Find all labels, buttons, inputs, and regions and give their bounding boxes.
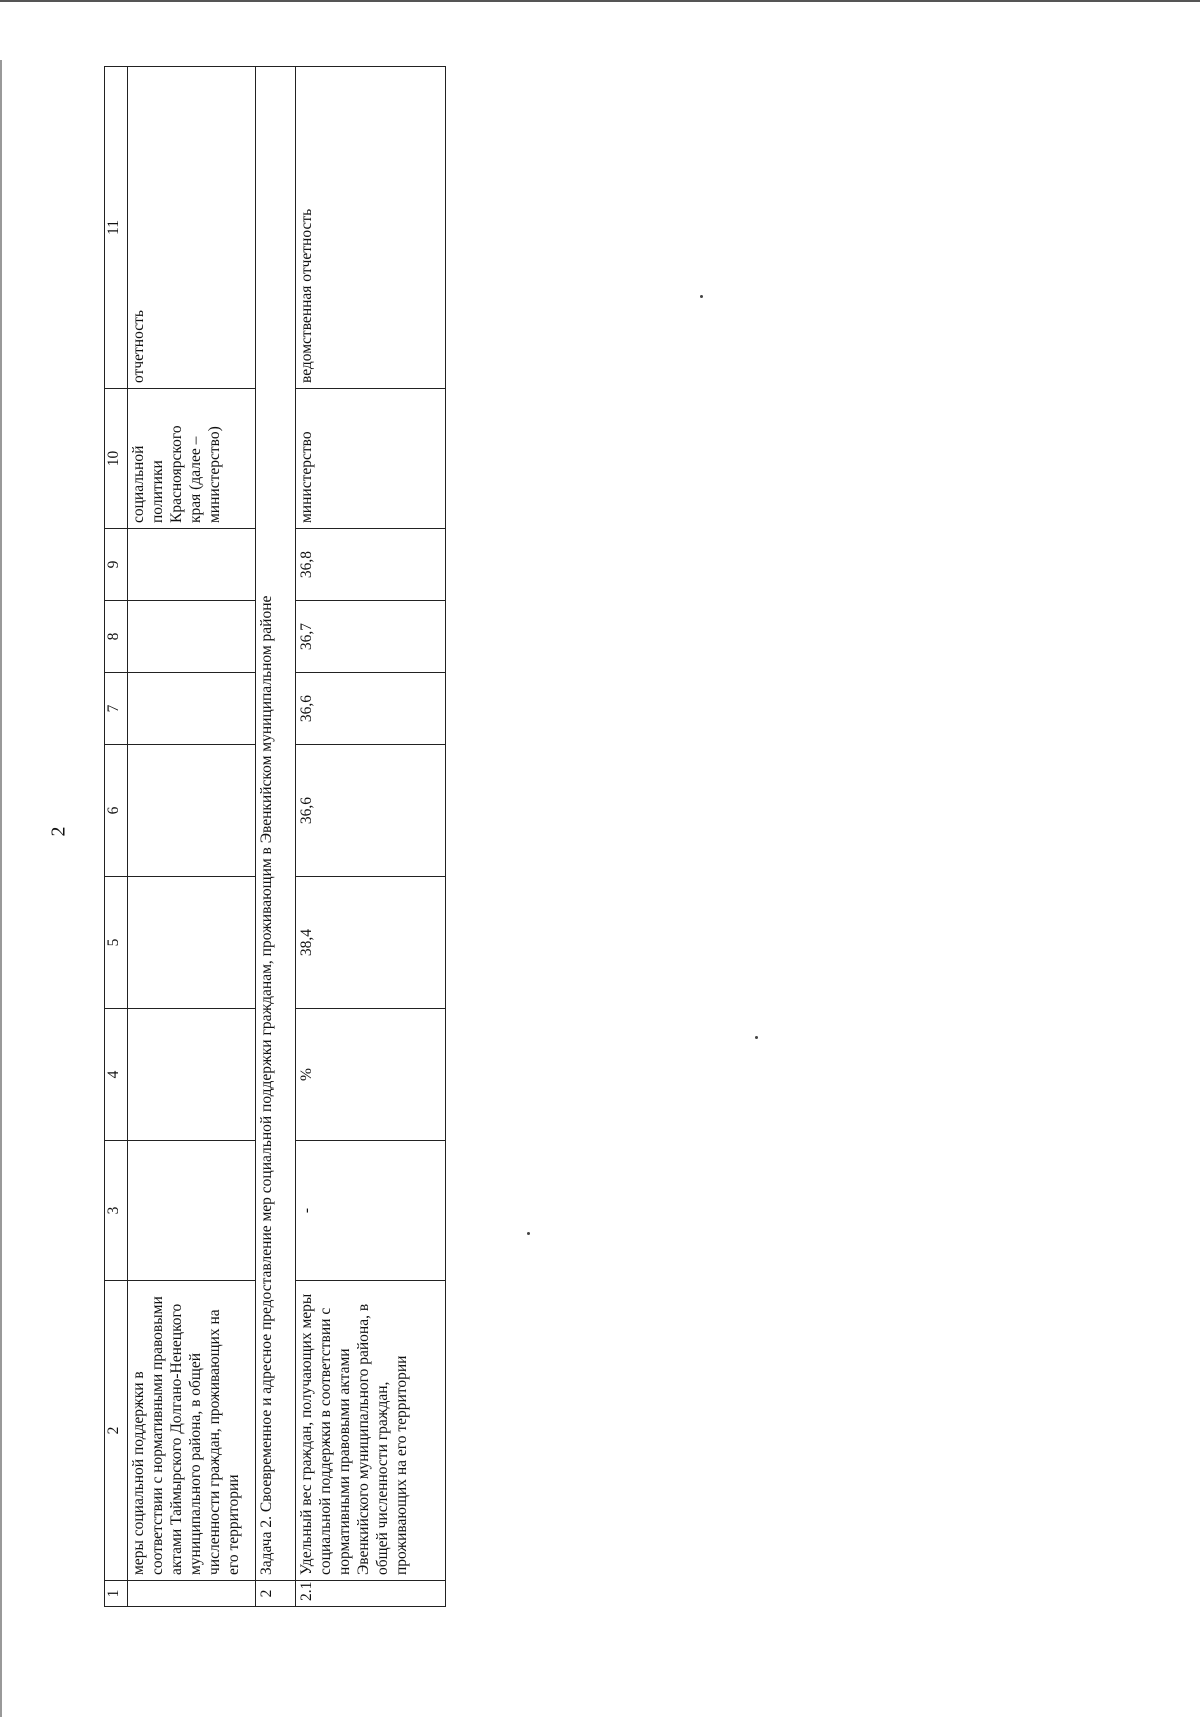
header-cell-6: 6 — [105, 745, 128, 877]
row-a-indicator-text: меры социальной поддержки в соответствии с нормативными правовыми актами Таймырского Долгано-Ненецкого муниципального района, в общей численности граждан, проживающих на его территории — [128, 1281, 256, 1581]
header-cell-3: 3 — [105, 1141, 128, 1281]
page-number: 2 — [47, 826, 70, 837]
row-2-1-value-7: 36,6 — [296, 673, 446, 745]
header-cell-1: 1 — [105, 1581, 128, 1607]
header-cell-4: 4 — [105, 1009, 128, 1141]
row-a-col-7 — [128, 673, 256, 745]
header-cell-8: 8 — [105, 601, 128, 673]
row-a-col-3 — [128, 1141, 256, 1281]
row-a-col-1 — [128, 1581, 256, 1607]
row-2-1-responsible: министерство — [296, 389, 446, 529]
header-row — [105, 67, 128, 1607]
header-cell-2: 2 — [105, 1281, 128, 1581]
row-a-col-6 — [128, 745, 256, 877]
row-2-1-value-6: 36,6 — [296, 745, 446, 877]
header-cell-10: 10 — [105, 389, 128, 529]
scan-edge-top — [0, 0, 1200, 2]
header-cell-7: 7 — [105, 673, 128, 745]
row-2-1-value-5: 38,4 — [296, 877, 446, 1009]
row-a-col-5 — [128, 877, 256, 1009]
header-cell-11: 11 — [105, 67, 128, 389]
row-2-1-number: 2.1 — [296, 1581, 446, 1607]
header-cell-5: 5 — [105, 877, 128, 1009]
header-cell-9: 9 — [105, 529, 128, 601]
scan-speck — [700, 295, 703, 298]
scan-speck — [755, 1036, 758, 1039]
task-text: Задача 2. Своевременное и адресное предоставление мер социальной поддержки гражданам, проживающим в Эвенкийском муниципальном районе — [256, 67, 296, 1581]
row-2-1-unit: % — [296, 1009, 446, 1141]
scan-edge-left — [0, 60, 2, 1717]
row-2-1-value-9: 36,8 — [296, 529, 446, 601]
row-a-col-4 — [128, 1009, 256, 1141]
row-2-1-indicator-text: Удельный вес граждан, получающих меры социальной поддержки в соответствии с нормативными правовыми актами Эвенкийского муниципального района, в общей численности граждан, проживающих на его территории — [296, 1281, 446, 1581]
row-a-col-8 — [128, 601, 256, 673]
row-2-1-col-3: - — [296, 1141, 446, 1281]
indicator-table — [104, 66, 446, 1607]
task-number: 2 — [256, 1581, 296, 1607]
row-2-1-value-8: 36,7 — [296, 601, 446, 673]
table-row — [128, 67, 256, 1607]
task-row — [256, 67, 296, 1607]
table-row — [296, 67, 446, 1607]
row-a-col-9 — [128, 529, 256, 601]
row-2-1-source: ведомственная отчетность — [296, 67, 446, 389]
rotated-table-container — [104, 67, 454, 1607]
row-a-source: отчетность — [128, 67, 256, 389]
scan-speck — [527, 1232, 530, 1235]
row-a-responsible: социальной политики Красноярского края (далее – министерство) — [128, 389, 256, 529]
